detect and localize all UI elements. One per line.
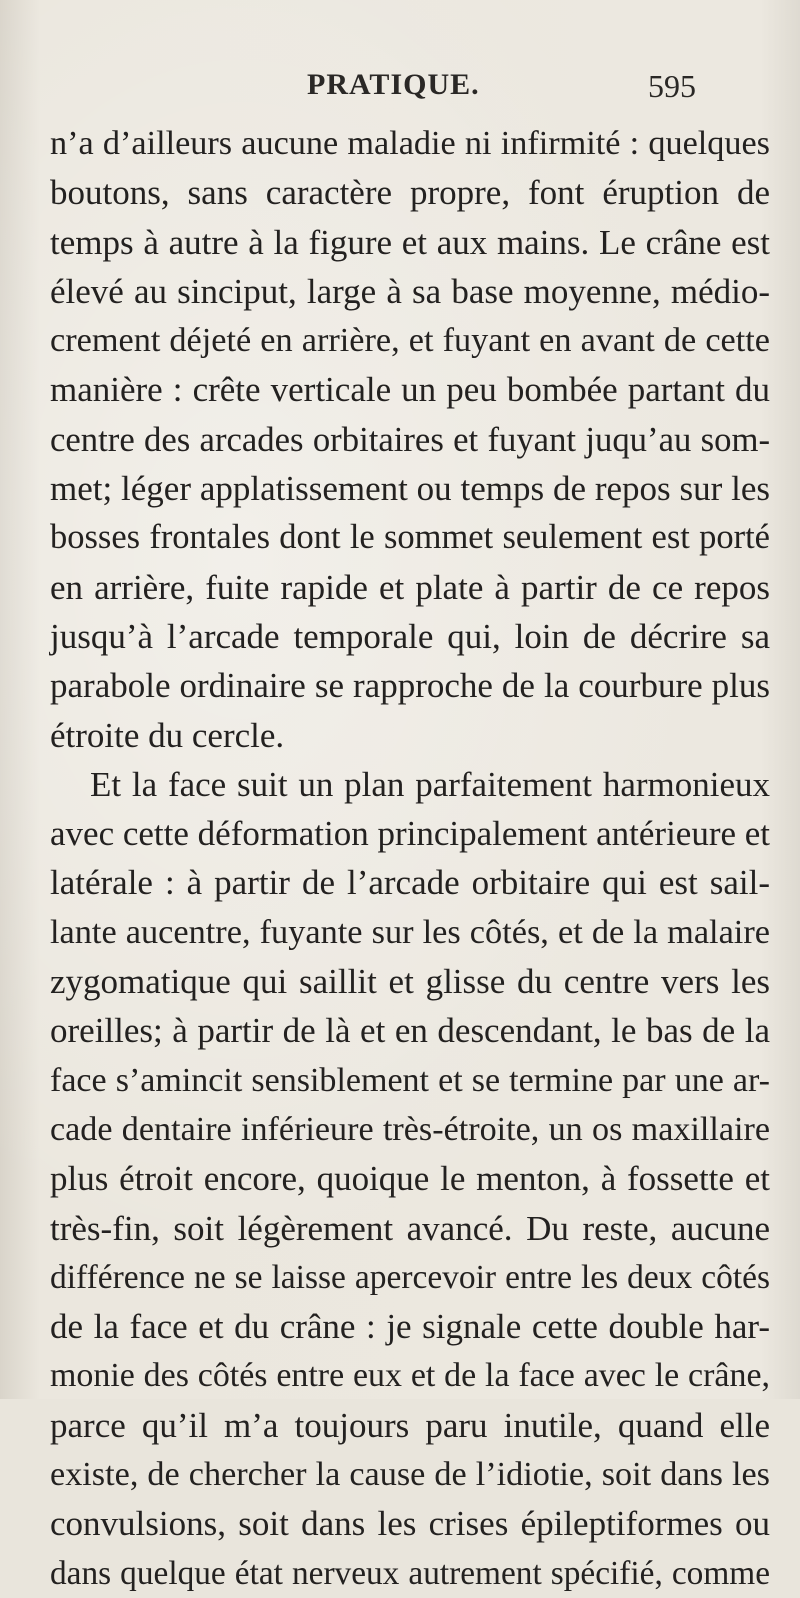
running-head xyxy=(0,68,800,112)
text-line: en arrière, fuite rapide et plate à partir de ce repos xyxy=(50,567,770,607)
text-line: convulsions, soit dans les crises épileptiformes ou xyxy=(50,1504,770,1544)
text-line: temps à autre à la figure et aux mains. Le crâne est xyxy=(50,222,770,262)
text-line: très-fin, soit légèrement avancé. Du reste, aucune xyxy=(50,1208,770,1248)
text-line: parce qu’il m’a toujours paru inutile, quand elle xyxy=(50,1405,770,1445)
text-line: avec cette déformation principalement antérieure et xyxy=(50,814,771,854)
text-line: crement déjeté en arrière, et fuyant en avant de cette xyxy=(50,321,770,360)
text-line: met; léger applatissement ou temps de repos sur les xyxy=(50,469,770,509)
text-line: monie des côtés entre eux et de la face avec le crâne, xyxy=(50,1357,770,1395)
text-line: étroite du cercle. xyxy=(50,715,285,755)
text-line: existe, de chercher la cause de l’idiotie, soit dans les xyxy=(50,1456,770,1494)
text-line: parabole ordinaire se rapproche de la courbure plus xyxy=(50,666,770,706)
running-head-title: PRATIQUE. xyxy=(307,68,480,101)
text-line: boutons, sans caractère propre, font éruption de xyxy=(50,173,770,213)
text-line: élevé au sinciput, large à sa base moyenne, médio- xyxy=(50,271,770,311)
text-line: face s’amincit sensiblement et se termine par une ar- xyxy=(50,1061,770,1099)
text-line: plus étroit encore, quoique le menton, à fossette et xyxy=(50,1159,770,1199)
text-line: jusqu’à l’arcade temporale qui, loin de décrire sa xyxy=(50,616,770,656)
text-line: manière : crête verticale un peu bombée partant du xyxy=(50,370,770,410)
text-line: dans quelque état nerveux autrement spécifié, comme xyxy=(50,1554,770,1592)
text-line: lante aucentre, fuyante sur les côtés, et de la malaire xyxy=(50,912,770,951)
text-line: centre des arcades orbitaires et fuyant juqu’au som- xyxy=(50,419,770,459)
text-line: n’a d’ailleurs aucune maladie ni infirmité : quelques xyxy=(50,125,770,162)
text-line: de la face et du crâne : je signale cette double har- xyxy=(50,1307,770,1347)
text-line: cade dentaire inférieure très-étroite, un os maxillaire xyxy=(50,1110,770,1148)
body-text xyxy=(50,119,770,1598)
text-line: zygomatique qui saillit et glisse du centre vers les xyxy=(50,962,770,1002)
page-number: 595 xyxy=(648,68,696,104)
text-line: différence ne se laisse apercevoir entre les deux côtés xyxy=(50,1258,770,1296)
text-line: latérale : à partir de l’arcade orbitaire qui est sail- xyxy=(50,863,770,903)
text-line: bosses frontales dont le sommet seulement est porté xyxy=(50,518,770,557)
text-line: Et la face suit un plan parfaitement harmonieux xyxy=(90,764,770,804)
text-line: oreilles; à partir de là et en descendant, le bas de la xyxy=(50,1011,770,1051)
